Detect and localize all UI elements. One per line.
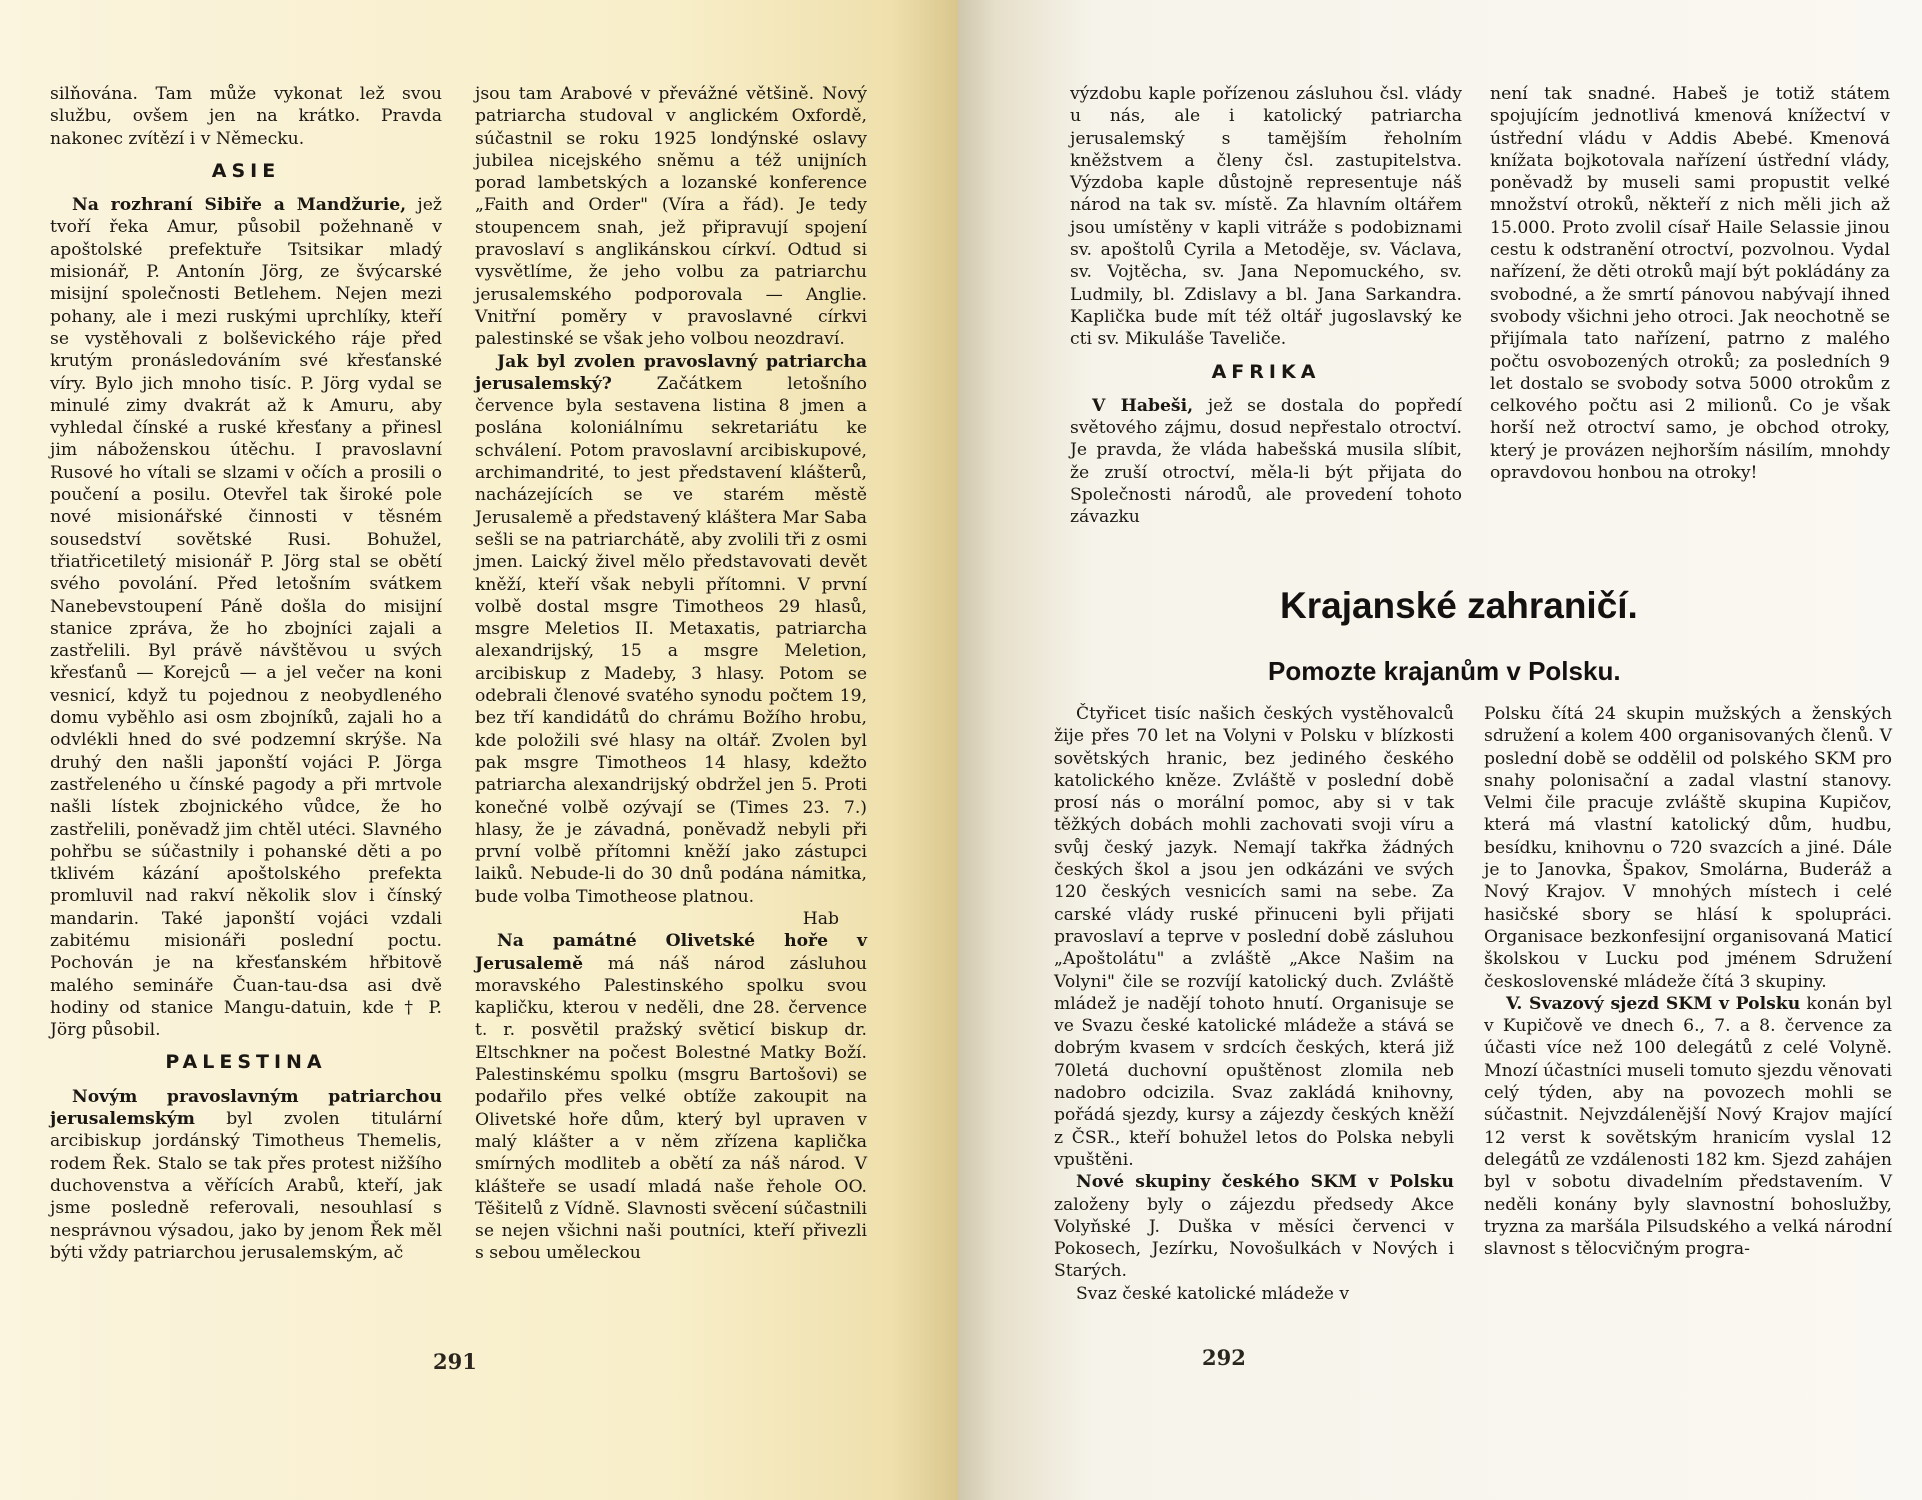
body-text: byl zvolen titulární arcibiskup jordánský Timotheus Themelis, rodem Řek. Stalo se tak přes protest nižšího duchovenstva a věřících Arabů, kteří, jak jsme posledně referovali, nesouhlasí s nesprávnou výsadou, jako by jenom Řek měl býti vždy patriarchou jerusalemským, ač [50, 1109, 442, 1263]
section-heading-asie: ASIE [211, 159, 281, 182]
lead-text: Nové skupiny českého SKM v Polsku [1076, 1172, 1454, 1193]
paragraph: Polsku čítá 24 skupin mužských a ženských sdružení a kolem 400 organisovaných členů. V poslední době se oddělil od polského SKM pro snahy polonisační a zadal vlastní stanovy. Velmi čile pracuje zvláště skupina Kupičov, která má vlastní katolický dům, hudbu, besídku, knihovnu o 720 svazcích a jiné. Dále je to Janovka, Špakov, Smolárna, Buderáž a Nový Krajov. V mnohých místech i celé hasičské sbory se hlásí k spolupráci. Organisace bezkonfesijní organisovaná Maticí školskou v Lucku pod jménem Sdružení československé mládeže čítá 3 skupiny. [1484, 704, 1892, 992]
left-column-1 [50, 83, 442, 1264]
paragraph [1070, 395, 1462, 529]
lead-text: V Habeši, [1092, 395, 1194, 416]
body-text: jež se dostala do popředí světového zájmu, dosud nepřestalo otroctví. Je pravda, že vláda habešská musila slíbit, že zruší otroctví, měla-li být přijata do Společnosti národů, ale provedení tohoto závazku [1070, 395, 1462, 528]
paragraph [1054, 1171, 1454, 1282]
section-title: Krajanské zahraničí. [1280, 585, 1638, 626]
paragraph [50, 1086, 442, 1264]
section-heading-afrika: AFRIKA [1211, 360, 1321, 383]
body-text: jež tvoří řeka Amur, působil požehnaně v apoštolské prefektuře Tsitsikar mladý misionář, P. Antonín Jörg, ze švýcarské misijní společnosti Betlehem. Nejen mezi pohany, ale i mezi ruskými uprchlíky, kteří se vystěhovali z bolševického ráje před krutým pronásledováním své křesťanské víry. Bylo jich mnoho tisíc. P. Jörg vydal se minulé zimy dvakrát až k Amuru, aby vyhledal čínské a ruské křesťany a přinesl jim náboženskou útěchu. I pravoslavní Rusové ho vítali se slzami v očích a prosili o poučení a posilu. Otevřel tak široké pole nové misionářské činnosti v těsném sousedství sovětské Rusi. Bohužel, třiatřicetiletý misionář P. Jörg stal se obětí svého povolání. Před letošním svátkem Nanebevstoupení Páně došla do misijní stanice zpráva, že ho zbojníci zajali a zastřelili. Byl právě návštěvou u svých křesťanů — Korejců — a jel večer na koni vesnicí, když tu pojednou z neobydleného domu vyběhlo asi osm zbojníků, zajali ho a odvlékli hned do své podzemní skrýše. Na druhý den našli japonští vojáci P. Jörga zastřeleného u čínské pagody a při mrtvole našli lístek zbojnického vůdce, že ho zastřelili, poněvadž jim chtěl utéci. Slavného pohřbu se súčastnily i pohanské děti a po tklivém kázání apoštolského prefekta promluvil nad rakví několik slov i čínský mandarin. Také japonští vojáci vzdali zabitému misionáři poslední poctu. Pochován je na křesťanském hřbitově malého semináře Čuan-tau-dsa asi dvě hodiny od stanice Mangu-datuin, kde † P. Jörg působil. [50, 195, 442, 1041]
lead-text: Na památné Olivetské hoře v Jerusalemě [475, 931, 867, 974]
paragraph: Svaz české katolické mládeže v [1076, 1283, 1350, 1304]
paragraph [475, 930, 867, 1264]
author-signature: Hab [802, 908, 839, 929]
paragraph: není tak snadné. Habeš je totiž státem spojujícím jednotlivá kmenová knížectví v ústřední vládu v Addis Abebé. Kmenová knížata bojkotovala nařízení ústřední vlády, poněvadž by museli sami propustit velké množství otroků, někteří z nich měli jich až 15.000. Proto zvolil císař Haile Selassie jinou cestu k odstranění otroctví, pozvolnou. Vydal nařízení, že děti otroků mají být pokládány za svobodné, a že smrtí pánovou nabývají ihned svobody všichni jeho otroci. Jak neochotně se přijímala tato nařízení, patrno z malého počtu osvobozených otroků; za posledních 9 let dostalo se svobody sotva 5000 otrokům z celkového počtu asi 2 milionů. Co je však horší než otroctví samo, je obchod otroky, který je provázen nejhorším násilím, mnohdy opravdovou honbou na otroky! [1490, 84, 1890, 484]
right-column-1 [1070, 83, 1462, 529]
section-heading-palestina: PALESTINA [165, 1051, 327, 1074]
page-number: 292 [1202, 1345, 1246, 1370]
paragraph: výzdobu kaple pořízenou zásluhou čsl. vlády u nás, ale i katolický patriarcha jerusalemský s tamějším řeholním kněžstvem a členy čsl. zastupitelstva. Výzdoba kaple důstojně representuje náš národ na tak sv. místě. Za hlavním oltářem jsou umístěny v kapli vitráže s podobiznami sv. apoštolů Cyrila a Metoděje, sv. Václava, sv. Vojtěcha, sv. Jana Nepomuckého, sv. Ludmily, bl. Zdislavy a bl. Jana Sarkandra. Kaplička bude mít též oltář jugoslavský ke cti sv. Mikuláše Taveliče. [1070, 84, 1462, 350]
paragraph: jsou tam Arabové v převážné většině. Nový patriarcha studoval v anglickém Oxfordě, súčastnil se roku 1925 londýnské oslavy jubilea nicejského sněmu a též unijních porad lambetských a lozanské konference „Faith and Order" (Víra a řád). Je tedy stoupencem snah, jež připravují spojení pravoslaví s anglikánskou církví. Odtud si vysvětlíme, že jeho volbu za patriarchu jerusalemského podporovala — Anglie. Vnitřní poměry v pravoslavné církvi palestinské se však jeho volbou neozdraví. [475, 84, 867, 350]
article-title: Pomozte krajanům v Polsku. [1268, 656, 1621, 686]
right-column-4 [1484, 703, 1892, 1260]
lead-text: V. Svazový sjezd SKM v Polsku [1506, 993, 1801, 1014]
body-text: založeny byly o zájezdu předsedy Akce Volyňské J. Duška v měsíci červenci v Pokosech, Jezírku, Novošulkách v Nových i Starých. [1054, 1194, 1454, 1282]
lead-text: Novým pravoslavným patriarchou jerusalemským [50, 1086, 442, 1130]
right-column-3 [1054, 703, 1454, 1305]
right-column-2 [1490, 83, 1890, 484]
page-number: 291 [433, 1349, 477, 1374]
body-text: Začátkem letošního července byla sestavena listina 8 jmen a poslána koloniálnímu sekretariátu ke schválení. Potom pravoslavní arcibiskupové, archimandrité, to jest představení klášterů, nacházejících se ve starém městě Jerusalemě a představený kláštera Mar Saba sešli se na patriarchátě, aby zvolili tři z osmi jmen. Laický živel mělo představovati devět kněží, kteří však nebyli přítomni. V první volbě dostal msgre Timotheos 29 hlasů, msgre Meletios II. Metaxatis, patriarcha alexandrijský, 15 a msgre Meletion, arcibiskup z Madeby, 3 hlasy. Potom se odebrali členové svatého synodu počtem 19, bez tří kandidátů do chrámu Božího hrobu, kde položili své hlasy na oltář. Zvolen byl pak msgre Timotheos 14 hlasy, kdežto patriarcha alexandrijský obdržel jen 5. Proti konečné volbě ozývají se (Times 23. 7.) hlasy, že je závadná, poněvadž nebyli při první volbě přítomni kněží jako zástupci laiků. Nebude-li do 30 dnů podána námitka, bude volba Timotheose platnou. [475, 373, 867, 907]
paragraph [50, 194, 442, 1041]
paragraph: Čtyřicet tisíc našich českých vystěhovalců žije přes 70 let na Volyni v Polsku v blízkosti sovětských hranic, bez jediného českého katolického kněze. Zvláště v poslední době prosí nás o morální pomoc, aby si v tak těžkých dobách mohli zachovati svoji víru a svůj český jazyk. Nemají takřka žádných českých škol a jsou jen odkázáni ve svých 120 českých vesnicích sami na sebe. Za carské vlády ruské přinuceni byli přijati pravoslaví a teprve v poslední době zásluhou „Apoštolátu" a zvláště „Akce Našim na Volyni" čile se rozvíjí katolický duch. Zvláště mládež je nadějí tohoto hnutí. Organisuje se ve Svazu české katolické mládeže a stává se dobrým kvasem v srdcích českých, která již 70letá duchovní opuštěnost zlomila neb nadobro odcizila. Svaz zakládá knihovny, pořádá sjezdy, kursy a zájezdy českých kněží z ČSR., kteří bohužel letos do Polska nebyli vpuštěni. [1054, 704, 1454, 1170]
left-page [0, 0, 958, 1500]
left-column-2 [475, 83, 867, 1265]
paragraph [1484, 993, 1892, 1261]
body-text: má náš národ zásluhou moravského Palestinského spolku svou kapličku, kterou v neděli, dne 28. července t. r. posvětil pražský světicí biskup dr. Eltschkner na počest Bolestné Matky Boží. Palestinskému spolku (msgru Bartošovi) se podařilo přes velké obtíže zakoupit na Olivetské hoře dům, který byl upraven v malý klášter a v něm zřízena kaplička smírných modliteb a obětí za náš národ. V klášteře se usadí mladá naše řehole OO. Těšitelů z Vídně. Slavnosti svěcení súčastnili se nejen všichni naši poutníci, kteří přivezli s sebou uměleckou [475, 953, 867, 1264]
right-page [958, 0, 1922, 1500]
lead-text: Na rozhraní Sibiře a Mandžurie, [72, 195, 407, 216]
lead-text: Jak byl zvolen pravoslavný patriarcha jerusalemský? [475, 351, 867, 394]
paragraph [475, 351, 867, 908]
body-text: konán byl v Kupičově ve dnech 6., 7. a 8. července za účasti více než 100 delegátů z celé Volyně. Mnozí účastníci museli tomuto sjezdu věnovati celý týden, aby na povozech mohli se súčastnit. Nejvzdálenější Nový Krajov mající 12 verst k sovětským hranicím vyslal 12 delegátů ze vzdálenosti 182 km. Sjezd zahájen byl v sobotu divadelním představením. V neděli konány byly slavnostní bohoslužby, tryzna za maršála Pilsudského a velká národní slavnost s tělocvičným progra- [1484, 993, 1892, 1260]
paragraph: silňována. Tam může vykonat lež svou službu, ovšem jen na krátko. Pravda nakonec zvítězí i v Německu. [50, 84, 442, 149]
